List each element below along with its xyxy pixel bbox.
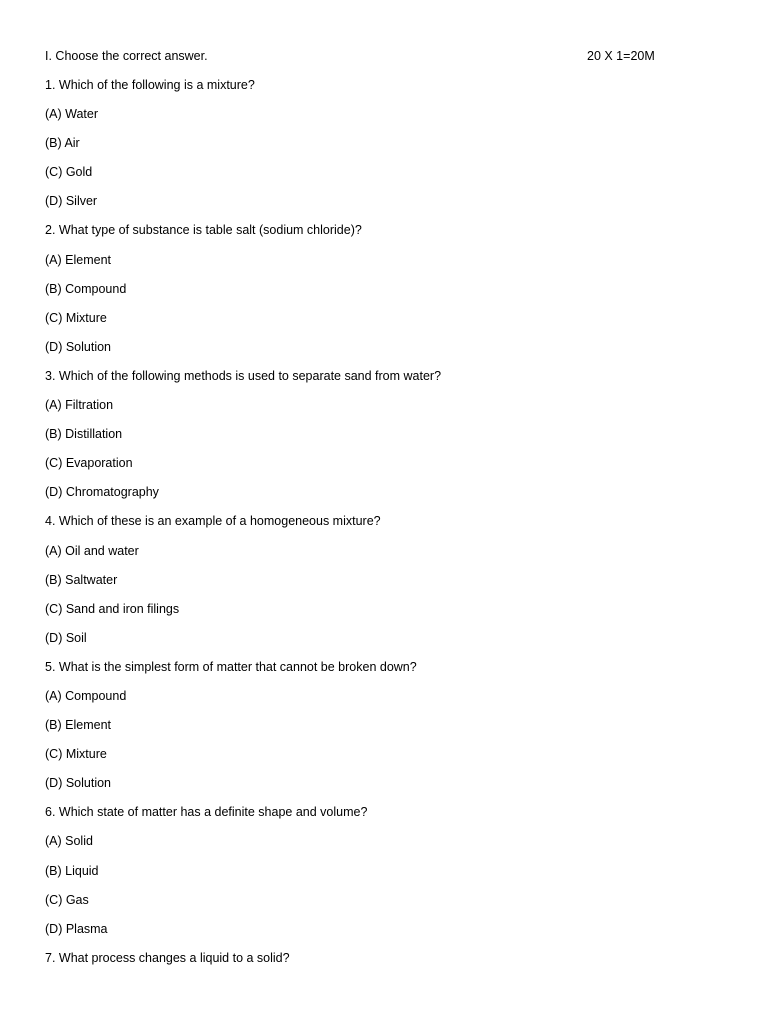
question-4-option-a: (A) Oil and water	[45, 543, 139, 558]
question-1-option-b: (B) Air	[45, 136, 80, 151]
question-4-option-b: (B) Saltwater	[45, 572, 118, 587]
question-5-option-b: (B) Element	[45, 718, 111, 733]
question-4-text: 4. Which of these is an example of a homogeneous mixture?	[45, 514, 381, 529]
section-header	[45, 46, 725, 66]
question-2-option-d: (D) Solution	[45, 339, 111, 354]
question-5-option-a: (A) Compound	[45, 688, 127, 703]
question-5-option-c: (C) Mixture	[45, 747, 107, 762]
question-6-option-c: (C) Gas	[45, 892, 89, 907]
question-5-option-d: (D) Solution	[45, 776, 111, 791]
question-2-option-b: (B) Compound	[45, 281, 127, 296]
question-6-option-b: (B) Liquid	[45, 863, 99, 878]
question-3-option-d: (D) Chromatography	[45, 485, 159, 500]
question-1-option-a: (A) Water	[45, 107, 99, 122]
question-7-text: 7. What process changes a liquid to a solid?	[45, 950, 290, 965]
question-2-option-a: (A) Element	[45, 252, 111, 267]
question-6-option-d: (D) Plasma	[45, 921, 108, 936]
marks-allocation: 20 X 1=20M	[587, 49, 655, 63]
section-instruction: I. Choose the correct answer.	[45, 49, 208, 63]
question-3-option-a: (A) Filtration	[45, 398, 114, 413]
question-1-option-c: (C) Gold	[45, 165, 93, 180]
question-1-text: 1. Which of the following is a mixture?	[45, 78, 255, 92]
question-3-option-c: (C) Evaporation	[45, 456, 133, 471]
question-6-text: 6. Which state of matter has a definite shape and volume?	[45, 805, 368, 820]
question-1-option-d: (D) Silver	[45, 194, 98, 209]
question-3-option-b: (B) Distillation	[45, 427, 123, 442]
question-5-text: 5. What is the simplest form of matter that cannot be broken down?	[45, 659, 417, 674]
question-2-option-c: (C) Mixture	[45, 310, 107, 325]
question-6-option-a: (A) Solid	[45, 834, 93, 849]
question-4-option-c: (C) Sand and iron filings	[45, 601, 180, 616]
question-2-text: 2. What type of substance is table salt (sodium chloride)?	[45, 223, 362, 238]
question-3-text: 3. Which of the following methods is used to separate sand from water?	[45, 368, 442, 383]
question-4-option-d: (D) Soil	[45, 630, 87, 645]
question-list	[45, 75, 725, 977]
